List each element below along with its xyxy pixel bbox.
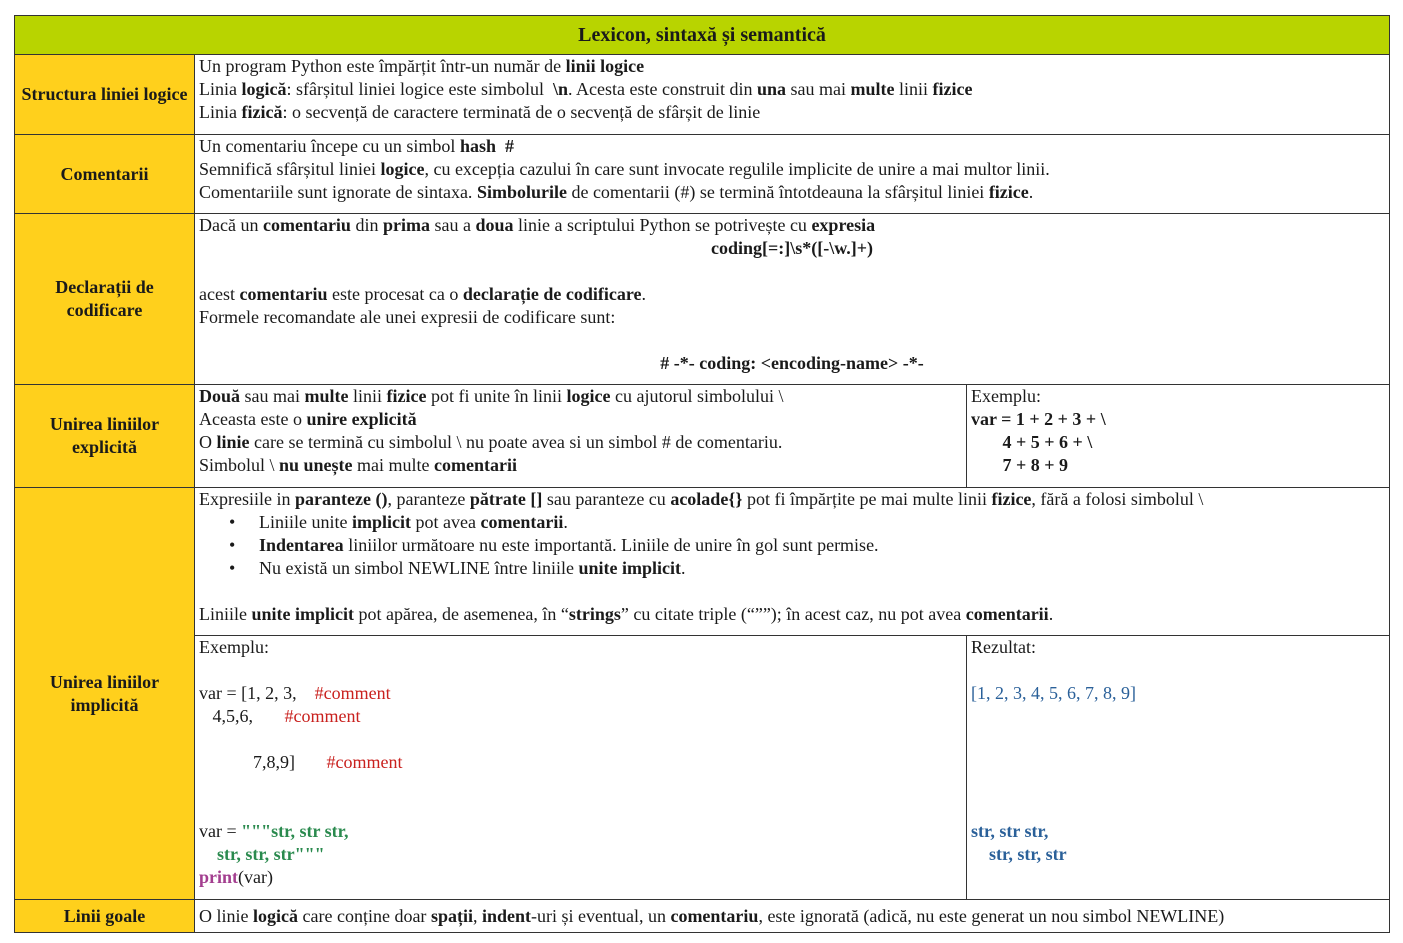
page-title: Lexicon, sintaxă și semantică xyxy=(15,16,1390,55)
row-goale xyxy=(15,900,1390,933)
row-explicita xyxy=(15,385,1390,488)
bullet-item: • Liniile unite implicit pot avea comentarii. xyxy=(199,511,1385,534)
text-line: Expresiile in paranteze (), paranteze pătrate [] sau paranteze cu acolade{} pot fi împărțite pe mai multe linii fizice, fără a folosi simbolul \ xyxy=(199,489,1204,509)
result-line: str, str str, xyxy=(971,821,1049,841)
result-label: Rezultat: xyxy=(971,637,1036,657)
text-line: Două sau mai multe linii fizice pot fi unite în linii logice cu ajutorul simbolului \ xyxy=(199,386,784,406)
code-line: 4 + 5 + 6 + \ xyxy=(971,432,1093,452)
example-explicita xyxy=(967,385,1390,488)
text-line: Un comentariu începe cu un simbol hash # xyxy=(199,136,514,156)
text-line: Semnifică sfârșitul liniei logice, cu excepția cazului în care sunt invocate regulile implicite de unire a mai multor linii. xyxy=(199,159,1050,179)
label-comentarii: Comentarii xyxy=(15,135,195,214)
content-declaratii xyxy=(195,214,1390,385)
text-line: Formele recomandate ale unei expresii de codificare sunt: xyxy=(199,307,616,327)
code-line: var = 1 + 2 + 3 + \ xyxy=(971,409,1106,429)
result-implicita xyxy=(967,636,1390,900)
label-declaratii: Declarații de codificare xyxy=(15,214,195,385)
label-implicita: Unirea liniilor implicită xyxy=(15,488,195,900)
row-comentarii xyxy=(15,135,1390,214)
row-declaratii xyxy=(15,214,1390,385)
content-structura xyxy=(195,55,1390,135)
row-structura xyxy=(15,55,1390,135)
text-line: Dacă un comentariu din prima sau a doua linie a scriptului Python se potrivește cu expresia xyxy=(199,215,876,235)
text-line: Simbolul \ nu unește mai multe comentarii xyxy=(199,455,517,475)
title-row xyxy=(15,16,1390,55)
text-line: Comentariile sunt ignorate de sintaxa. Simbolurile de comentarii (#) se termină întotdeauna la sfârșitul liniei fizice. xyxy=(199,182,1034,202)
row-implicita xyxy=(15,488,1390,636)
code-line: 4,5,6, #comment xyxy=(199,706,361,726)
label-structura: Structura liniei logice xyxy=(15,55,195,135)
example-label: Exemplu: xyxy=(199,637,269,657)
text-line: Un program Python este împărțit într-un număr de linii logice xyxy=(199,56,645,76)
content-comentarii xyxy=(195,135,1390,214)
content-explicita xyxy=(195,385,967,488)
code-line: print(var) xyxy=(199,867,273,887)
result-line: str, str, str xyxy=(971,844,1067,864)
bullet-item: • Indentarea liniilor următoare nu este importantă. Liniile de unire în gol sunt permise. xyxy=(199,534,1385,557)
content-implicita xyxy=(195,488,1390,636)
code-line: 7 + 8 + 9 xyxy=(971,455,1069,475)
text-line: Liniile unite implicit pot apărea, de asemenea, în “strings” cu citate triple (“””); în acest caz, nu pot avea comentarii. xyxy=(199,604,1054,624)
code-line: var = [1, 2, 3, #comment xyxy=(199,683,391,703)
example-label: Exemplu: xyxy=(971,386,1041,406)
label-goale: Linii goale xyxy=(15,900,195,933)
regex-expression: coding[=:]\s*([-\w.]+) xyxy=(711,238,873,258)
code-line: var = """str, str str, xyxy=(199,821,349,841)
content-goale xyxy=(195,900,1390,933)
text-line: acest comentariu este procesat ca o declarație de codificare. xyxy=(199,284,647,304)
text-line: Linia logică: sfârșitul liniei logice este simbolul \n. Acesta este construit din una sau mai multe linii fizice xyxy=(199,79,973,99)
code-line: str, str, str""" xyxy=(199,844,325,864)
example-implicita xyxy=(195,636,967,900)
code-line: 7,8,9] #comment xyxy=(199,752,403,772)
bullet-item: • Nu există un simbol NEWLINE între liniile unite implicit. xyxy=(199,557,1385,580)
row-implicita-example xyxy=(15,636,1390,900)
label-explicita: Unirea liniilor explicită xyxy=(15,385,195,488)
text-line: Linia fizică: o secvență de caractere terminată de o secvență de sfârșit de linie xyxy=(199,102,761,122)
encoding-form: # -*- coding: <encoding-name> -*- xyxy=(660,353,924,373)
text-line: O linie logică care conține doar spații, indent-uri și eventual, un comentariu, este ignorată (adică, nu este generat un nou simbol NEWLINE) xyxy=(199,905,1225,926)
result-line: [1, 2, 3, 4, 5, 6, 7, 8, 9] xyxy=(971,683,1136,703)
summary-table xyxy=(14,15,1390,933)
text-line: Aceasta este o unire explicită xyxy=(199,409,417,429)
text-line: O linie care se termină cu simbolul \ nu poate avea si un simbol # de comentariu. xyxy=(199,432,783,452)
